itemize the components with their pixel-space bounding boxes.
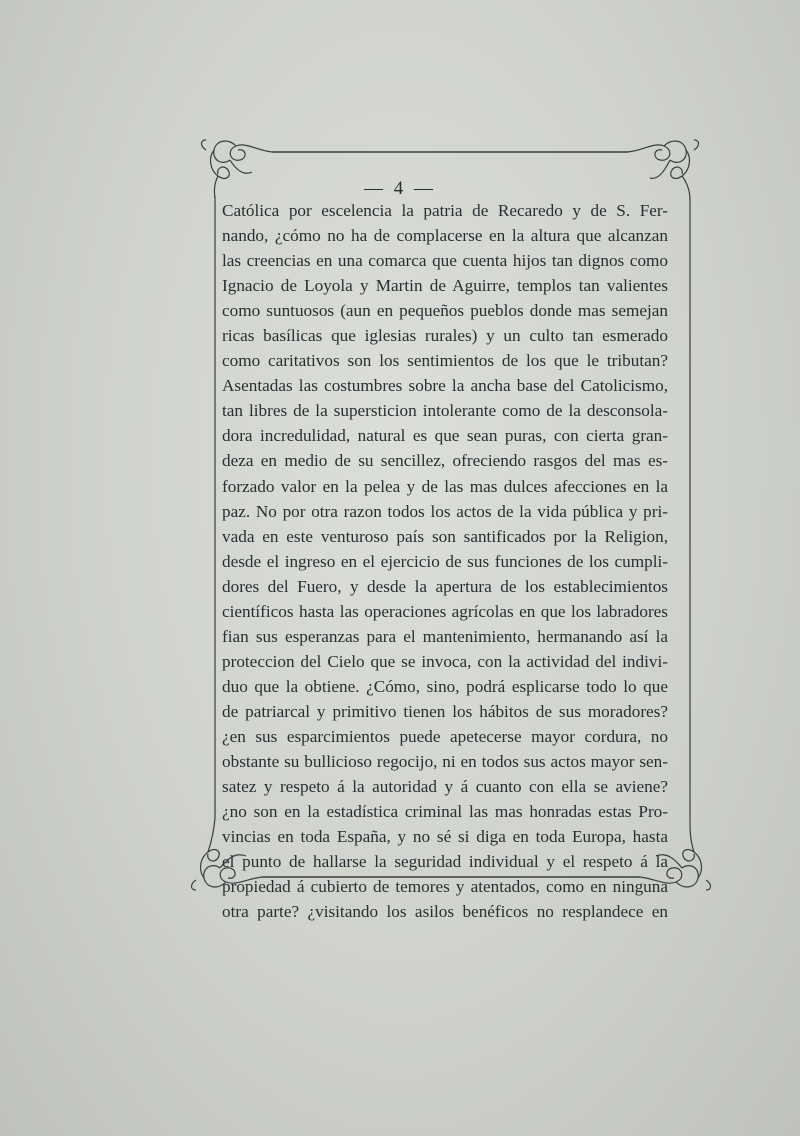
text-line: Católica por escelencia la patria de Recaredo y de S. Fer- (222, 201, 668, 220)
text-line: obstante su bullicioso regocijo, ni en todos sus actos mayor sen- (222, 752, 668, 772)
text-line: Asentadas las costumbres sobre la ancha base del Catolicismo, (222, 376, 668, 396)
text-line: vada en este venturoso país son santificados por la Religion, (222, 526, 668, 546)
text-line: el punto de hallarse la seguridad individual y el respeto á la (222, 852, 668, 872)
text-line: como suntuosos (aun en pequeños pueblos donde mas semejan (222, 301, 668, 321)
text-line: deza en medio de su sencillez, ofreciendo rasgos del mas es- (222, 451, 668, 471)
text-line: duo que la obtiene. ¿Cómo, sino, podrá esplicarse todo lo que (222, 676, 668, 696)
text-line: satez y respeto á la autoridad y á cuanto con ella se aviene? (222, 777, 668, 797)
text-line: proteccion del Cielo que se invoca, con la actividad del indivi- (222, 651, 668, 671)
text-line: ¿no son en la estadística criminal las mas honradas estas Pro- (222, 802, 668, 822)
text-line: científicos hasta las operaciones agrícolas en que los labradores (222, 601, 668, 621)
text-line: ricas basílicas que iglesias rurales) y un culto tan esmerado (222, 326, 668, 346)
text-line: como caritativos son los sentimientos de los que le tributan? (222, 351, 668, 371)
text-line: vincias en toda España, y no sé si diga en toda Europa, hasta (222, 827, 668, 847)
text-line: nando, ¿cómo no ha de complacerse en la altura que alcanzan (222, 226, 668, 246)
text-line: tan libres de la supersticion intolerante como de la desconsola- (222, 401, 668, 421)
text-line: dores del Fuero, y desde la apertura de los establecimientos (222, 576, 668, 596)
text-line: otra parte? ¿visitando los asilos benéficos no resplandece en (222, 902, 668, 922)
text-line: Ignacio de Loyola y Martin de Aguirre, templos tan valientes (222, 276, 668, 296)
text-line: desde el ingreso en el ejercicio de sus funciones de los cumpli- (222, 551, 668, 571)
text-line: ¿en sus esparcimientos puede apetecerse mayor cordura, no (222, 726, 668, 746)
text-line: forzado valor en la pelea y de las mas dulces afecciones en la (222, 476, 668, 496)
text-line: fian sus esperanzas para el mantenimiento, hermanando así la (222, 626, 668, 646)
text-line: propiedad á cubierto de temores y atentados, como en ninguna (222, 877, 668, 897)
page-number: — 4 — (364, 178, 436, 199)
text-line: de patriarcal y primitivo tienen los hábitos de sus moradores? (222, 701, 668, 721)
text-line: las creencias en una comarca que cuenta hijos tan dignos como (222, 251, 668, 271)
text-line: paz. No por otra razon todos los actos de la vida pública y pri- (222, 501, 668, 521)
body-text (222, 198, 668, 924)
text-line: dora incredulidad, natural es que sean puras, con cierta gran- (222, 426, 668, 446)
